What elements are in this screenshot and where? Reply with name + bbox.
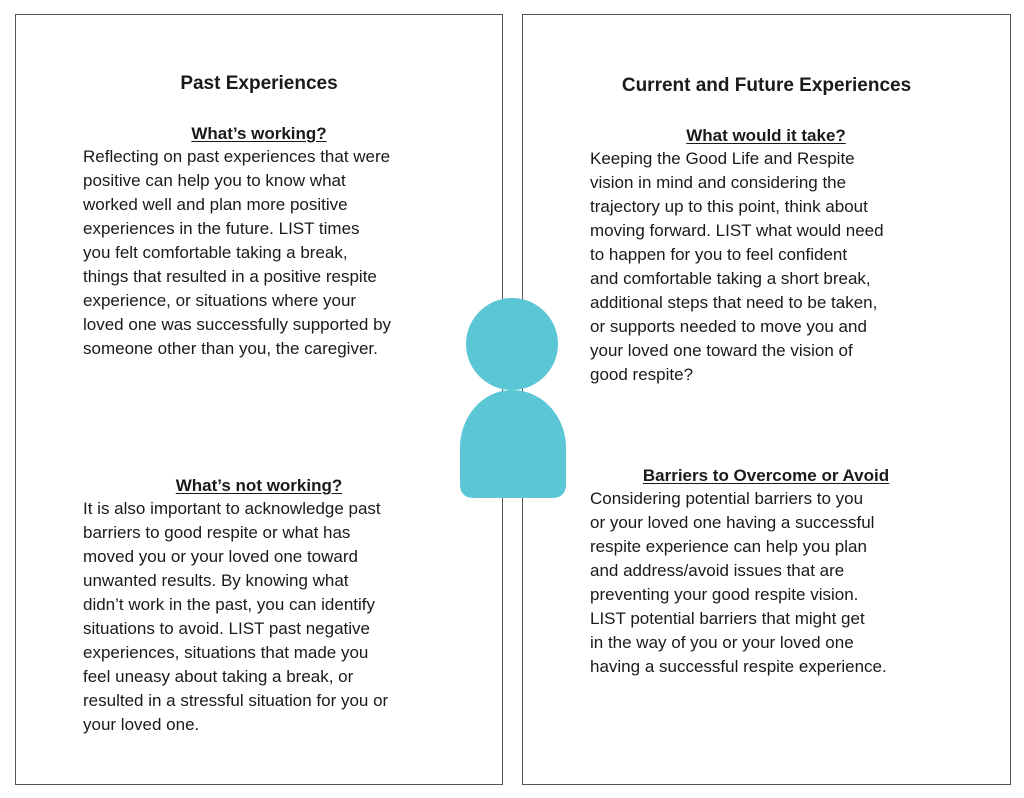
barriers-heading: Barriers to Overcome or Avoid — [642, 466, 890, 485]
whats-not-working-text: It is also important to acknowledge past barriers to good respite or what has moved you or your loved one toward unwanted results. By knowing what didn’t work in the past, you can identify situations to avoid. LIST past negative experiences, situations that made you feel uneasy about taking a break, or resulted in a stressful situation for you or your loved one. — [83, 499, 389, 734]
whats-working-text: Reflecting on past experiences that were positive can help you to know what worked well and plan more positive experiences in the future. LIST times you felt comfortable taking a break, things that resulted in a positive respite experience, or situations where your loved one was successfully supported by someone other than you, the caregiver. — [83, 147, 392, 358]
panel-title-current-future: Current and Future Experiences — [621, 75, 912, 96]
what-would-it-take-section — [590, 125, 990, 387]
whats-working-section — [83, 123, 483, 361]
person-body — [460, 390, 566, 498]
past-experiences-panel — [15, 14, 503, 785]
panel-title-past: Past Experiences — [180, 73, 338, 94]
barriers-section — [590, 465, 990, 679]
barriers-text: Considering potential barriers to you or your loved one having a successful respite experience can help you plan and address/avoid issues that are preventing your good respite vision. LIST potential barriers that might get in the way of you or your loved one having a successful respite experience. — [590, 489, 887, 676]
what-would-it-take-heading: What would it take? — [686, 126, 846, 145]
person-icon — [458, 298, 568, 500]
person-head — [466, 298, 558, 390]
whats-not-working-heading: What’s not working? — [175, 476, 343, 495]
whats-not-working-section — [83, 475, 483, 737]
whats-working-heading: What’s working? — [191, 124, 327, 143]
current-future-experiences-panel — [522, 14, 1011, 785]
what-would-it-take-text: Keeping the Good Life and Respite vision in mind and considering the trajectory up to this point, think about moving forward. LIST what would need to happen for you to feel confident and comfortable taking a short break, additional steps that need to be taken, or supports needed to move you and your loved one toward the vision of good respite? — [590, 149, 884, 384]
